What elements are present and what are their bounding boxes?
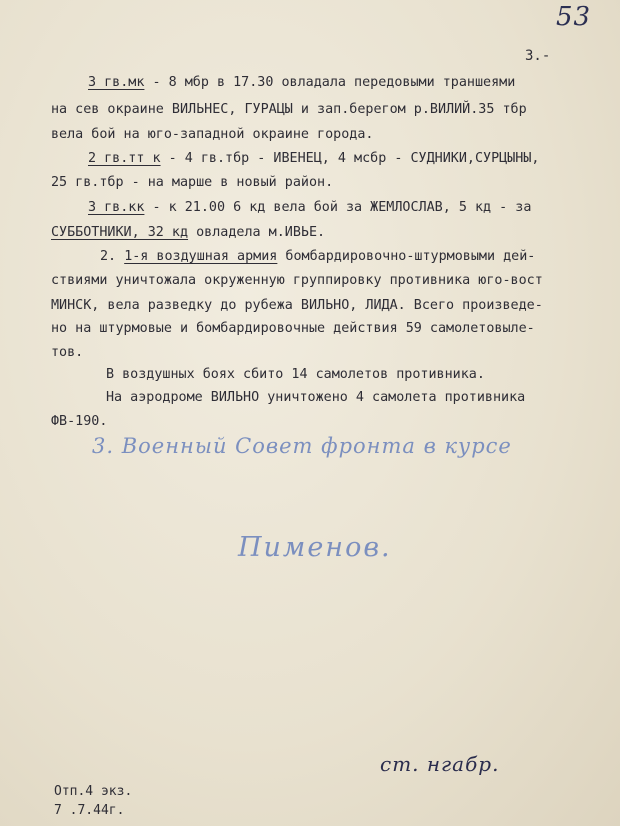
text-line: В воздушных боях сбито 14 самолетов противника. xyxy=(106,367,485,382)
text-span: - к 21.00 6 кд вела бой за ЖЕМЛОСЛАВ, 5 кд - за xyxy=(144,200,532,215)
unit-name: 1-я воздушная армия xyxy=(124,249,278,264)
footer-date: 7 .7.44г. xyxy=(54,803,125,818)
text-line xyxy=(0,248,535,266)
text-line: ФВ-190. xyxy=(51,414,108,429)
text-span: - 4 гв.тбр - ИВЕНЕЦ, 4 мсбр - СУДНИКИ,СУРЦЫНЫ, xyxy=(160,151,540,166)
text-line: вела бой на юго-западной окраине города. xyxy=(51,127,374,142)
text-line: но на штурмовые и бомбардировочные действия 59 самолетовылe- xyxy=(51,321,535,336)
page-number: 3.- xyxy=(525,48,551,64)
text-line: тов. xyxy=(51,345,84,360)
text-line: ствиями уничтожала окруженную группировку противника юго-вост xyxy=(51,273,543,288)
text-line: 25 гв.тбр - на марше в новый район. xyxy=(51,175,334,190)
handwritten-note: 3. Военный Совет фронта в курсе xyxy=(92,434,512,458)
handwritten-page-number: 53 xyxy=(556,2,592,32)
handwritten-initials: ст. нгабр. xyxy=(380,752,500,776)
text-line xyxy=(0,199,531,217)
text-line: На аэродроме ВИЛЬНО уничтожено 4 самолета противника xyxy=(106,390,526,405)
item-number: 2. xyxy=(100,249,125,264)
text-span: - 8 мбр в 17.30 овладала передовыми траншеями xyxy=(144,75,516,90)
unit-name: 3 гв.мк xyxy=(88,75,145,90)
footer-copies: Отп.4 экз. xyxy=(54,784,133,799)
handwritten-signature: Пименов. xyxy=(238,532,392,563)
text-line: МИНСК, вела разведку до рубежа ВИЛЬНО, ЛИДА. Всего произведе- xyxy=(51,298,543,313)
unit-name: СУББОТНИКИ, 32 кд xyxy=(51,225,189,240)
text-span: овладела м.ИВЬЕ. xyxy=(188,225,326,240)
text-line xyxy=(0,74,515,92)
text-line xyxy=(0,150,539,168)
unit-name: 2 гв.тт к xyxy=(88,151,161,166)
text-line xyxy=(0,224,325,242)
text-span: бомбардировочно-штурмовыми дей- xyxy=(277,249,536,264)
text-line: на сев окраине ВИЛЬНЕС, ГУРАЦЫ и зап.берегом р.ВИЛИЙ.35 тбр xyxy=(51,102,527,117)
unit-name: 3 гв.кк xyxy=(88,200,145,215)
